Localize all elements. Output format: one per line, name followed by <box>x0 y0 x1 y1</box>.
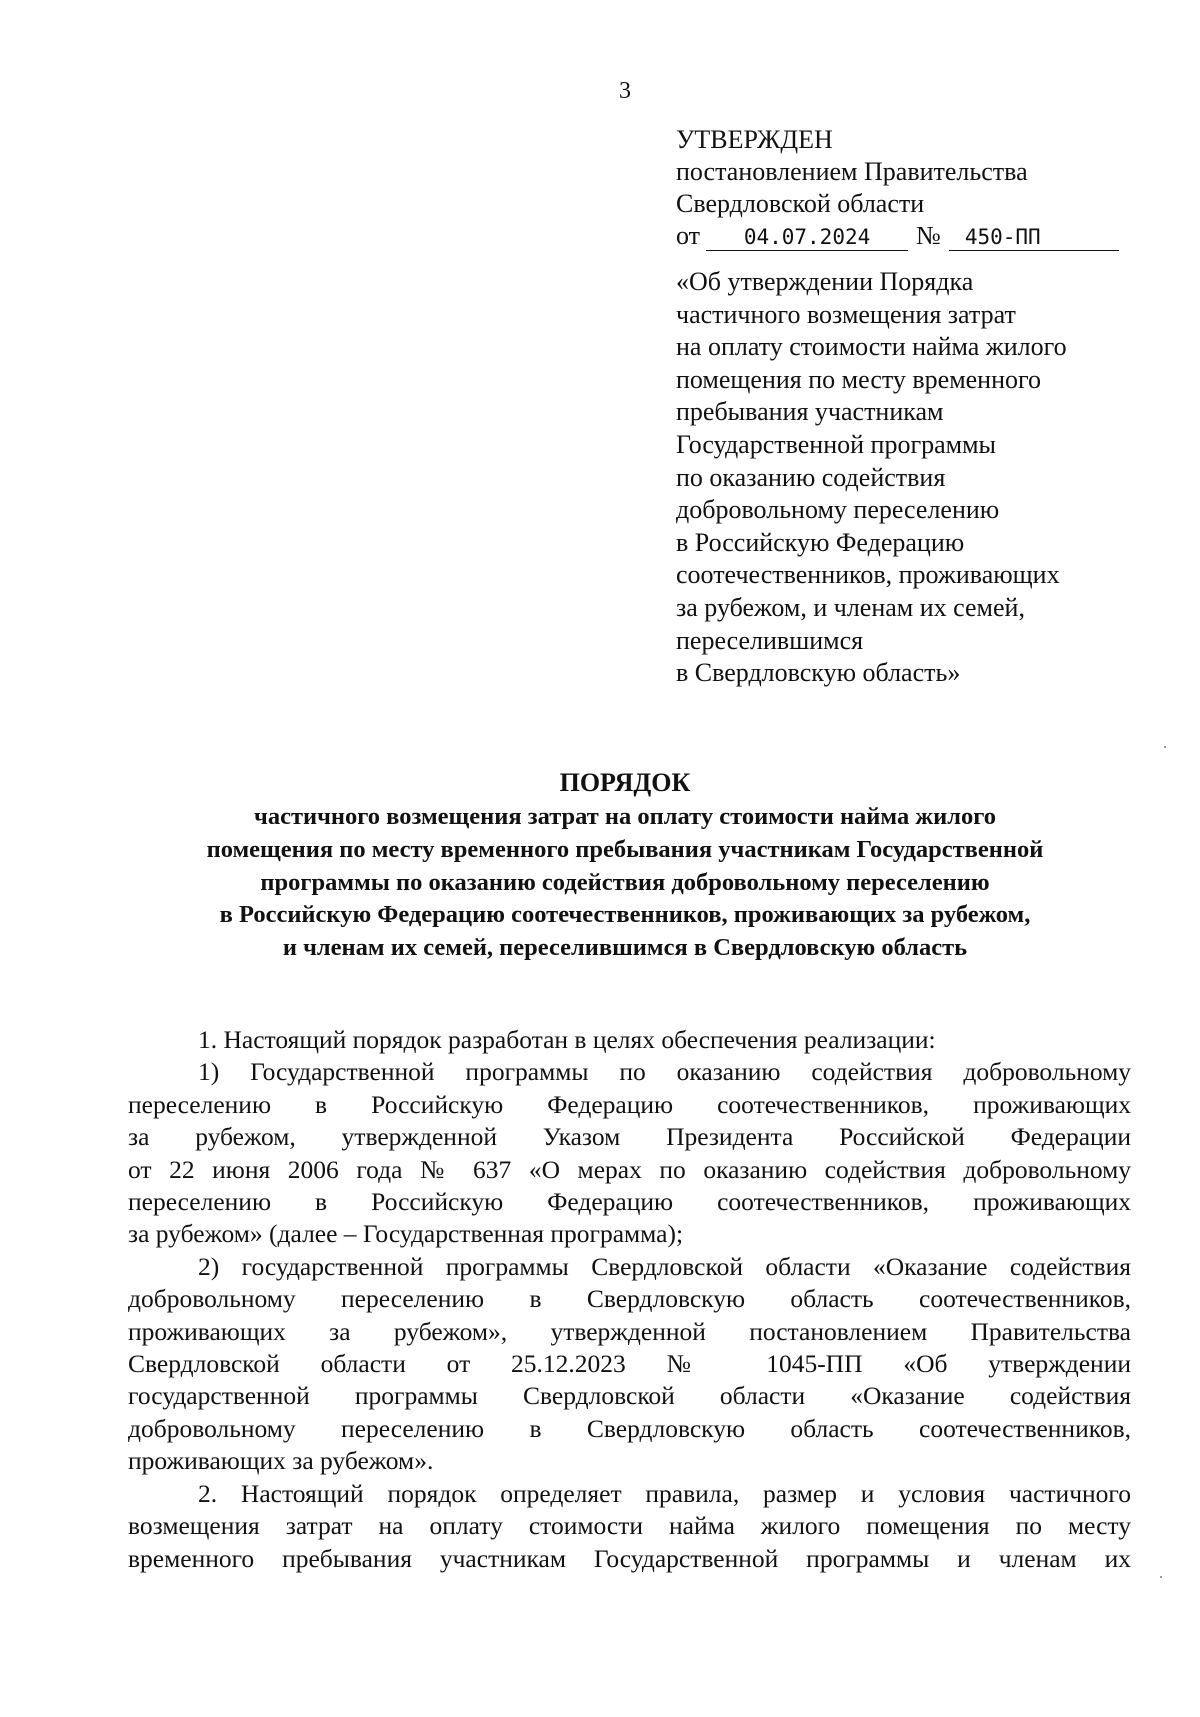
body-line: проживающих за рубежом». <box>128 1446 434 1476</box>
body-line: 2) государственной программы Свердловской области «Оказание содействия <box>198 1251 1131 1281</box>
approval-number: 450-ПП <box>949 224 1119 251</box>
heading-line: в Российскую Федерацию соотечественников, проживающих за рубежом, <box>219 901 1031 929</box>
subject-line: Государственной программы <box>676 429 997 459</box>
heading-line: частичного возмещения затрат на оплату стоимости найма жилого <box>254 803 996 830</box>
document-heading <box>120 765 1130 965</box>
subject-line: добровольному переселению <box>676 495 1000 525</box>
document-body <box>128 1024 1131 1575</box>
body-line: добровольному переселению в Свердловскую область соотечественников, <box>128 1413 1131 1443</box>
heading-line: помещения по месту временного пребывания участникам Государственной <box>206 835 1044 863</box>
body-line: 2. Настоящий порядок определяет правила, размер и условия частичного <box>198 1478 1131 1508</box>
body-line: добровольному переселению в Свердловскую область соотечественников, <box>128 1284 1131 1314</box>
date-prefix: от <box>676 221 701 250</box>
body-line: 1. Настоящий порядок разработан в целях обеспечения реализации: <box>198 1025 936 1054</box>
body-line: переселению в Российскую Федерацию соотечественников, проживающих <box>128 1089 1131 1119</box>
body-line: проживающих за рубежом», утвержденной постановлением Правительства <box>128 1316 1131 1346</box>
subject-line: частичного возмещения затрат <box>676 299 1016 329</box>
heading-line: и членам их семей, переселившимся в Свердловскую область <box>282 934 968 962</box>
subject-line: помещения по месту временного <box>676 364 1042 394</box>
subject-line: в Российскую Федерацию <box>676 527 965 557</box>
body-line: временного пребывания участникам Государственной программы и членам их <box>128 1543 1131 1573</box>
body-line: за рубежом» (далее – Государственная программа); <box>128 1219 684 1249</box>
approval-status: УТВЕРЖДЕН <box>676 125 833 154</box>
body-line: государственной программы Свердловской области «Оказание содействия <box>128 1381 1131 1411</box>
scan-speck <box>1160 1576 1162 1578</box>
paragraph-1 <box>128 1024 1131 1056</box>
body-line: от 22 июня 2006 года № 637 «О мерах по оказанию содействия добровольному <box>128 1154 1131 1184</box>
subject-line: на оплату стоимости найма жилого <box>676 332 1067 362</box>
subject-line: «Об утверждении Порядка <box>676 267 974 296</box>
paragraph-2 <box>128 1478 1131 1575</box>
list-item-2 <box>128 1251 1131 1478</box>
document-title: ПОРЯДОК <box>559 768 691 797</box>
subject-line: за рубежом, и членам их семей, <box>676 592 1025 622</box>
body-line: переселению в Российскую Федерацию соотечественников, проживающих <box>128 1187 1131 1217</box>
subject-line: по оказанию содействия <box>676 462 946 492</box>
subject-block <box>676 266 1146 690</box>
approval-line-1: постановлением Правительства <box>676 157 1028 186</box>
page-number: 3 <box>619 78 631 104</box>
body-line: за рубежом, утвержденной Указом Президента Российской Федерации <box>128 1122 1131 1152</box>
approval-block <box>676 124 1136 252</box>
scan-speck <box>1164 746 1166 748</box>
approval-date-line <box>676 220 1136 252</box>
subject-line: пребывания участникам <box>676 397 944 427</box>
body-line: возмещения затрат на оплату стоимости найма жилого помещения по месту <box>128 1511 1131 1541</box>
heading-line: программы по оказанию содействия добровольному переселению <box>260 868 990 896</box>
body-line: Свердловской области от 25.12.2023 № 1045-ПП «Об утверждении <box>128 1349 1131 1379</box>
number-prefix: № <box>916 221 941 250</box>
list-item-1 <box>128 1056 1131 1250</box>
subject-line: соотечественников, проживающих <box>676 560 1060 590</box>
subject-line: в Свердловскую область» <box>676 658 961 688</box>
subject-line: переселившимся <box>676 625 864 655</box>
approval-date: 04.07.2024 <box>706 224 908 251</box>
body-line: 1) Государственной программы по оказанию содействия добровольному <box>198 1057 1131 1087</box>
approval-line-2: Свердловской области <box>676 189 925 218</box>
